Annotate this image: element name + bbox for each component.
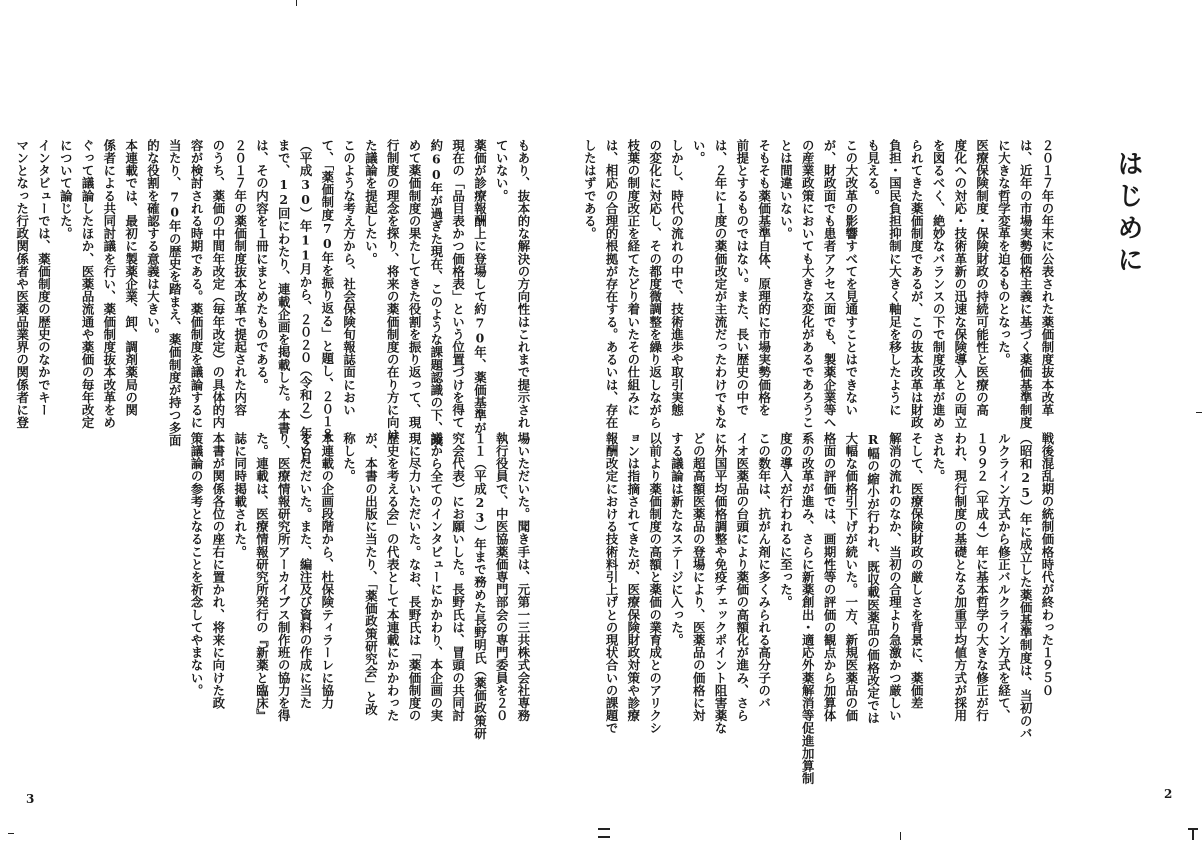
text-column: ョンは指摘されてきたが、医療保険財政対策や診療: [625, 432, 641, 722]
text-column: １１（平成23）年まで務めた長野明氏（薬価政策研: [472, 432, 488, 740]
text-column: どの超高額医薬品の登場により、医薬品の価格に対: [691, 432, 707, 722]
text-column: 称した。: [341, 432, 357, 483]
text-column: は、２年に１度の薬価改定が主流だったわけでもな: [713, 139, 729, 429]
text-column: 現に尽力いただいた。なお、長野氏は「薬価制度の: [407, 432, 423, 722]
text-column: に大きな哲学変革を迫るものとなった。: [996, 139, 1012, 366]
text-column: をいただいた。また、編注及び資料の作成に当た: [298, 432, 314, 710]
text-column: 系の改革が進み、さらに新薬創出・適応外薬解消等促進加算制: [800, 432, 816, 785]
text-column: R幅の縮小が行われ、既収載医薬品の価格改定では: [865, 432, 881, 725]
text-column: 約60年が過ぎた現在、このような課題認識の下、改: [428, 139, 444, 447]
text-column: て、「薬価制度70年を振り返る」と題し、２０１８: [319, 139, 335, 441]
text-column: 現在の「品目表かつ価格表」という位置づけを得て: [450, 139, 466, 429]
text-column: 本連載の企画段階から、杜保険ティラーレに協力: [319, 432, 335, 710]
page-number-right: 2: [1164, 787, 1173, 801]
right-page-upper-text: [582, 139, 1058, 429]
text-column: 執行役員で、中医協薬価専門部会の専門委員を２０: [494, 432, 510, 722]
text-column: 前提とするものではない。また、長い歴史の中で: [734, 139, 750, 417]
text-column: 歴史を考える会」の代表として本連載にかかわった: [385, 432, 401, 722]
text-column: 大幅な価格引下げが続いた。一方、新規医薬品の価: [843, 432, 859, 722]
text-column: も見える。: [865, 139, 881, 202]
text-column: は、相応の合理的根拠が存在する。あるいは、存在: [604, 139, 620, 429]
text-column: われ、現行制度の基礎となる加重平均値方式が採用: [952, 432, 968, 722]
text-column: 行制度の理念を探り、将来の薬価制度の在り方に向け: [385, 139, 401, 442]
text-column: とは間違いない。: [778, 139, 794, 240]
text-column: まで、12回にわたり、連載企画を掲載した。本書: [276, 139, 292, 434]
text-column: が、本書の出版に当たり、「薬価政策研究会」と改: [363, 432, 379, 716]
text-column: は、近年の市場実勢価格主義に基づく薬価基準制度: [1018, 139, 1034, 429]
text-column: た。連載は、医療情報研究所発行の『新薬と臨床』: [254, 432, 270, 722]
text-column: 度の導入が行われるに至った。: [778, 432, 794, 609]
text-column: のうち、薬価の中間年改定（毎年改定）の具体的内: [210, 139, 226, 429]
text-column: 議から全てのインタビューにかかわり、本企画の実: [428, 432, 444, 722]
text-column: 容が検討される時期である。薬価制度を議論するに: [189, 139, 205, 429]
text-column: そして、医療保険財政の厳しさを背景に、薬価差: [909, 432, 925, 710]
crop-mark-bottom-center-2: [598, 836, 610, 838]
text-column: （平成30）年11月から、２０２０（令和２）年２月: [298, 139, 314, 465]
left-page: [0, 0, 600, 841]
text-column: マンとなった行政関係者や医薬品業界の関係者に登: [14, 139, 30, 429]
text-column: めて薬価制度の果たしてきた役割を振り返って、現: [407, 139, 423, 429]
text-column: そもそも薬価基準自体、原理的に市場実勢価格を: [756, 139, 772, 417]
text-column: 薬価が診療報酬上に登場して約70年、薬価基準が: [472, 139, 488, 434]
crop-mark-right: [1196, 412, 1202, 413]
text-column: 格面の評価では、画期性等の評価の観点から加算体: [822, 432, 838, 722]
text-column: が、財政面でも患者アクセス面でも、製薬企業等へ: [822, 139, 838, 429]
text-column: ２０１７年の年末に公表された薬価制度抜本改革: [1040, 139, 1055, 417]
text-column: い。: [691, 139, 707, 165]
text-column: 以前より薬価制度の高額と薬価の業育成とのアリクシ: [647, 432, 663, 735]
text-column: を図るべく、絶妙なバランスの下で制度改革が進め: [931, 139, 947, 429]
text-column: 枝葉の制度改正を経てたどり着いたその仕組みに: [625, 139, 641, 417]
text-column: ルクライン方式から修正バルクライン方式を経て、: [996, 432, 1012, 722]
text-column: は、その内容を１冊にまとめたものである。: [254, 139, 270, 391]
text-column: ていない。: [494, 139, 510, 202]
text-column: 解消の流れのなか、当初の合理より急激かつ厳しい: [887, 432, 903, 722]
text-column: １９９２（平成４）年に基本哲学の大きな修正が行: [974, 432, 990, 722]
text-column: の産業政策においても大きな変化があるであろうこ: [800, 139, 816, 429]
text-column: この大改革の影響すべてを見通すことはできない: [843, 139, 859, 417]
text-column: 誌に同時掲載された。: [232, 432, 248, 558]
crop-mark-bottom-right: [900, 832, 901, 840]
text-column: 負担・国民負担抑制に大きく軸足を移したように: [887, 139, 903, 417]
text-column: ぐって議論したほか、医薬品流通や薬価の毎年改定: [80, 139, 96, 429]
text-column: もあり、抜本的な解決の方向性はこれまで提示され: [516, 139, 531, 429]
text-column: 本書が関係各位の座右に置かれ、将来に向けた政: [210, 432, 226, 710]
text-column: 度化への対応・技術革新の迅速な保険導入との両立: [952, 139, 968, 429]
crop-mark-top: [296, 0, 297, 6]
text-column: しかし、時代の流れの中で、技術進歩や取引実態: [669, 139, 685, 417]
text-column: 係者による共同討議を行い、薬価制度抜本改革をめ: [101, 139, 117, 429]
text-column: 当たり、70年の歴史を踏まえ、薬価制度が持つ多面: [167, 139, 183, 447]
page-number-left: 3: [26, 792, 35, 806]
text-column: た議論を提起したい。: [363, 139, 379, 265]
text-column: られてきた薬価制度であるが、この抜本改革は財政: [909, 139, 925, 429]
text-column: 戦後混乱期の統制価格時代が終わった１９５０: [1040, 432, 1055, 697]
text-column: 的な役割を確認する意義は大きい。: [145, 139, 161, 341]
crop-mark-corner-2: [1192, 828, 1194, 840]
crop-mark-bottom-center: [598, 828, 610, 830]
text-column: 策議論の参考となることを祈念してやまない。: [189, 432, 205, 697]
text-column: イオ医薬品の台頭により薬価の高額化が進み、さら: [734, 432, 750, 722]
text-column: の変化に対応し、その都度微調整を繰り返しながら: [647, 139, 663, 429]
right-page-lower-text: [604, 432, 1058, 785]
text-column: に外国平均価格調整や免疫チェックポイント阻害薬な: [713, 432, 729, 735]
text-column: インタビューでは、薬価制度の歴史のなかでキー: [36, 139, 52, 417]
text-column: 報酬改定における技術料引上げとの現状合いの課題で: [604, 432, 620, 735]
text-column: 場いただいた。聞き手は、元第一三共株式会社専務: [516, 432, 531, 722]
text-column: り、医療情報研究所アーカイブス制作班の協力を得: [276, 432, 292, 722]
right-page: [582, 0, 1203, 841]
text-column: 本連載では、最初に製薬企業、卸、調剤薬局の関: [123, 139, 139, 417]
left-page-lower-text: [189, 432, 534, 740]
page-title: はじめに: [1113, 150, 1143, 278]
text-column: このような考え方から、社会保険旬報誌面におい: [341, 139, 357, 417]
text-column: ２０１７年の薬価制度抜本改革で提起された内容: [232, 139, 248, 417]
text-column: （昭和25）年に成立した薬価基準制度は、当初のバ: [1018, 432, 1034, 740]
text-column: された。: [931, 432, 947, 483]
text-column: する議論は新たなステージに入った。: [669, 432, 685, 647]
text-column: 医療保険制度・保険財政の持続可能性と医療の高: [974, 139, 990, 417]
text-column: 究会代表）にお願いした。長野氏は、冒頭の共同討: [450, 432, 466, 722]
crop-mark-bottom-left: [8, 833, 14, 834]
text-column: したはずである。: [582, 139, 598, 240]
text-column: について論じた。: [58, 139, 74, 240]
text-column: この数年は、抗がん剤に多くみられる高分子のバ: [756, 432, 772, 710]
